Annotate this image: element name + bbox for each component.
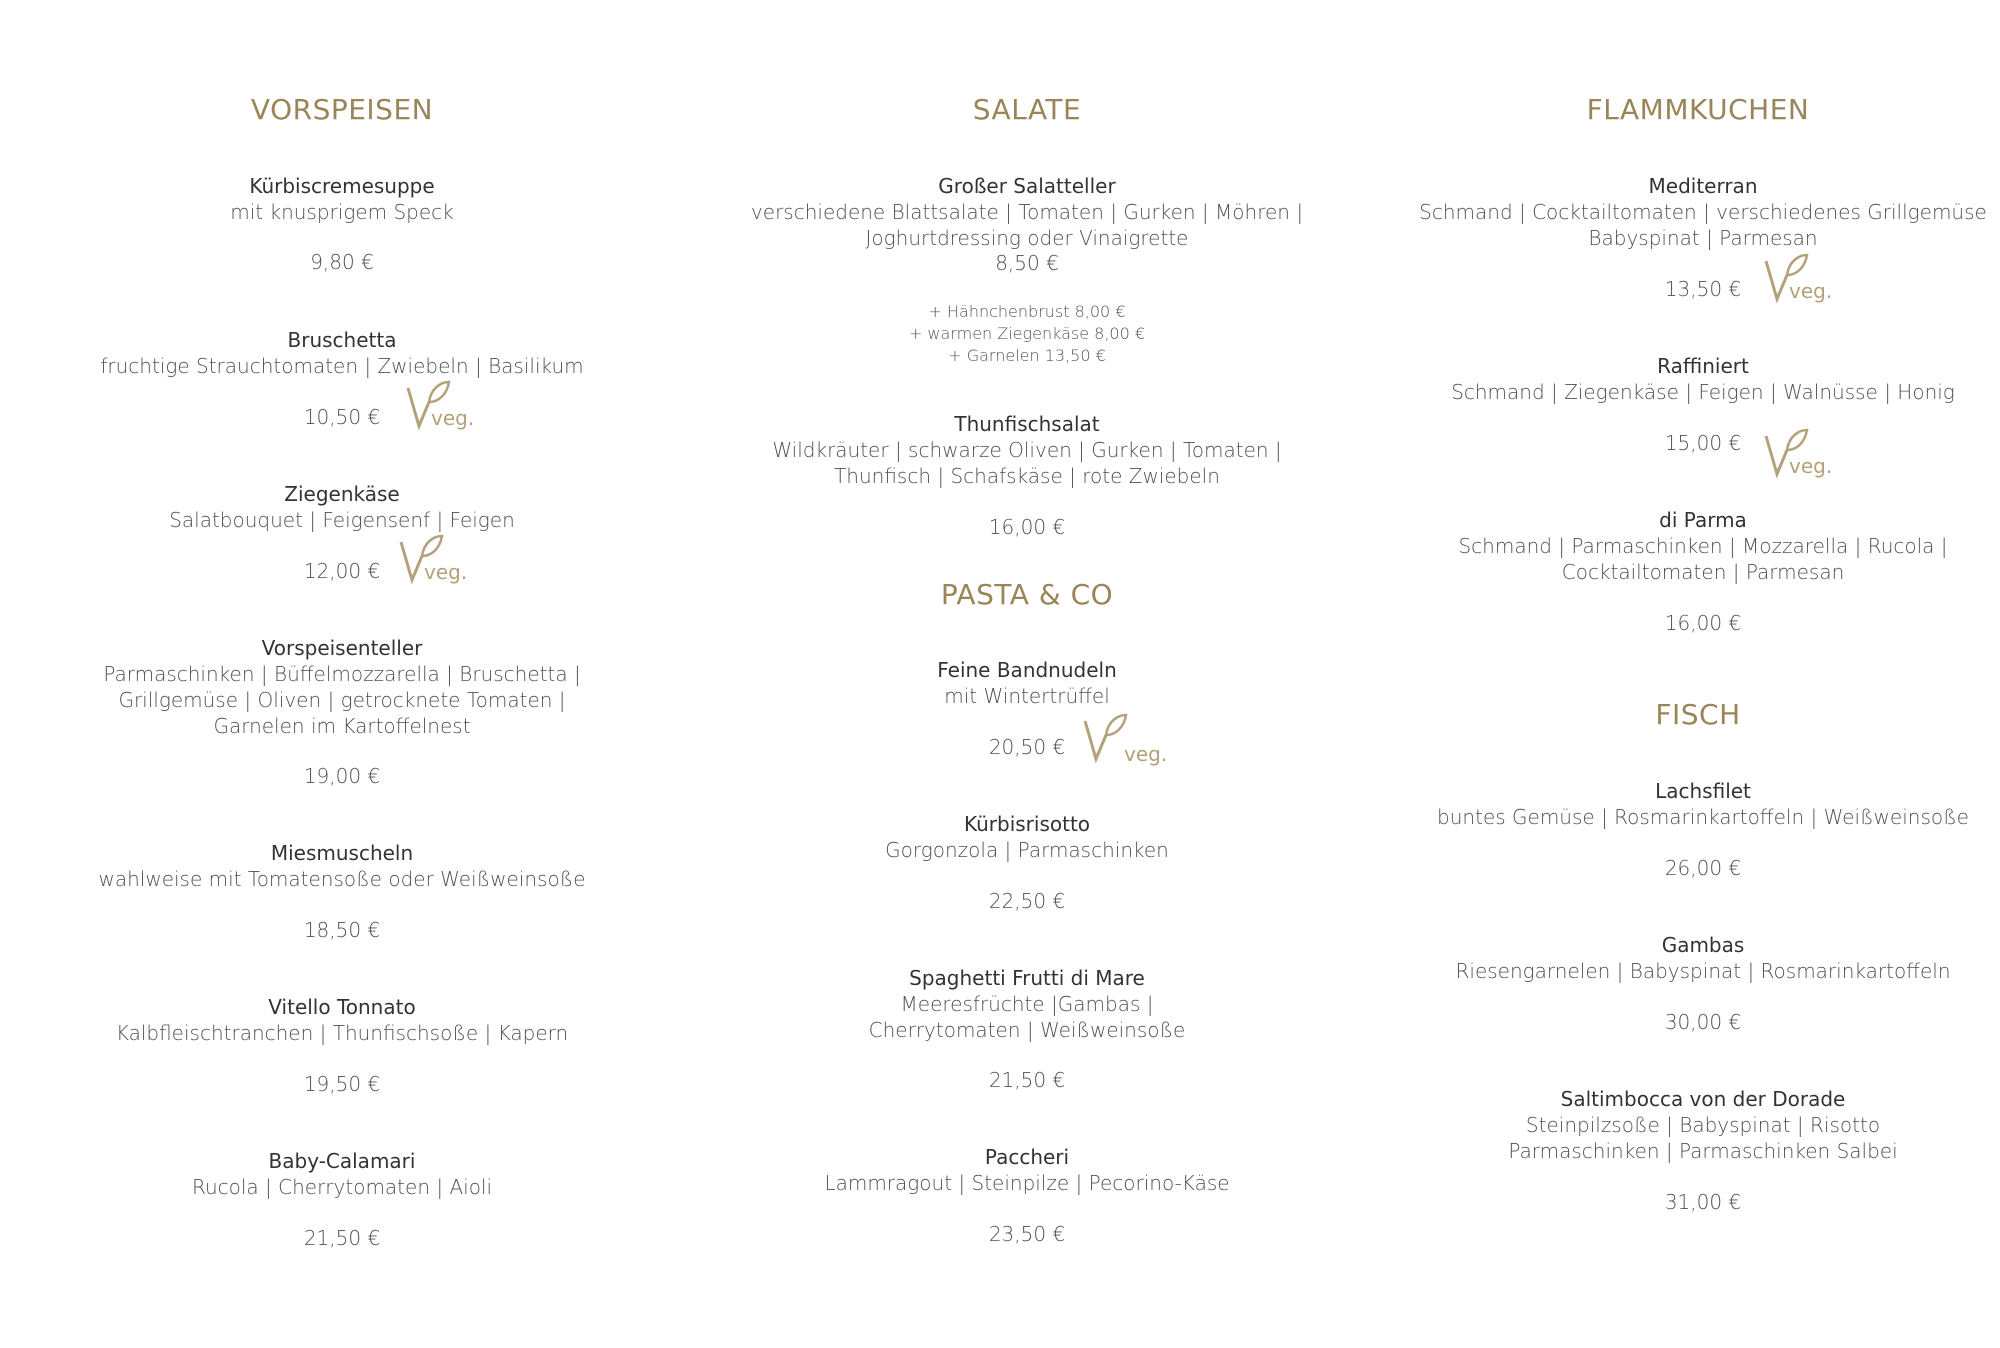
dish-description: mit knusprigem Speck [230, 200, 454, 224]
dish-description: Joghurtdressing oder Vinaigrette [865, 226, 1189, 250]
veg-label: veg. [1789, 279, 1833, 303]
dish-name: Vorspeisenteller [261, 636, 423, 660]
veg-label: veg. [1789, 454, 1833, 478]
dish-price: 21,50 € [303, 1226, 381, 1250]
dish-price: 9,80 € [310, 250, 374, 274]
dish-description: Parmaschinken | Büffelmozzarella | Bruschetta | [103, 662, 581, 686]
dish-description: Schmand | Ziegenkäse | Feigen | Walnüsse | Honig [1451, 380, 1955, 404]
dish-description: Babyspinat | Parmesan [1588, 226, 1818, 250]
extra-option: + Hähnchenbrust 8,00 € [928, 302, 1126, 321]
veg-label: veg. [1124, 742, 1168, 766]
section-heading-vorspeisen: VORSPEISEN [250, 93, 434, 126]
dish-price: 21,50 € [988, 1068, 1066, 1092]
dish-price: 8,50 € [995, 251, 1059, 275]
dish-price: 23,50 € [988, 1222, 1066, 1246]
dish-description: Salatbouquet | Feigensenf | Feigen [169, 508, 515, 532]
dish-description: Wildkräuter | schwarze Oliven | Gurken | Tomaten | [772, 438, 1282, 462]
dish-description: Gorgonzola | Parmaschinken [885, 838, 1169, 862]
dish-name: Spaghetti Frutti di Mare [909, 966, 1145, 990]
dish-description: Grillgemüse | Oliven | getrocknete Tomaten | [118, 688, 566, 712]
dish-price: 13,50 € [1664, 277, 1742, 301]
dish-price: 15,00 € [1664, 431, 1742, 455]
dish-description: Parmaschinken | Parmaschinken Salbei [1508, 1139, 1898, 1163]
dish-name: Kürbiscremesuppe [249, 174, 435, 198]
dish-price: 22,50 € [988, 889, 1066, 913]
extra-option: + warmen Ziegenkäse 8,00 € [908, 324, 1146, 343]
dish-price: 31,00 € [1664, 1190, 1742, 1214]
dish-price: 19,50 € [303, 1072, 381, 1096]
dish-price: 10,50 € [303, 405, 381, 429]
dish-name: Ziegenkäse [284, 482, 400, 506]
dish-name: di Parma [1659, 508, 1747, 532]
section-heading-flammkuchen: FLAMMKUCHEN [1586, 93, 1810, 126]
dish-name: Mediterran [1648, 174, 1758, 198]
vegetarian-badge [1082, 713, 1168, 773]
dish-description: Riesengarnelen | Babyspinat | Rosmarinkartoffeln [1455, 959, 1951, 983]
dish-description: Rucola | Cherrytomaten | Aioli [191, 1175, 493, 1199]
vegetarian-badge [1763, 253, 1843, 313]
veg-label: veg. [431, 406, 475, 430]
dish-description: verschiedene Blattsalate | Tomaten | Gurken | Möhren | [750, 200, 1304, 224]
vegetarian-badge [1763, 428, 1843, 488]
vegetarian-badge [398, 534, 478, 594]
dish-price: 20,50 € [988, 735, 1066, 759]
dish-price: 18,50 € [303, 918, 381, 942]
leaf-v-icon [1082, 713, 1128, 765]
dish-name: Bruschetta [287, 328, 397, 352]
dish-description: wahlweise mit Tomatensoße oder Weißweinsoße [98, 867, 586, 891]
extra-option: + Garnelen 13,50 € [948, 346, 1106, 365]
dish-price: 30,00 € [1664, 1010, 1742, 1034]
dish-description: Schmand | Cocktailtomaten | verschiedenes Grillgemüse [1419, 200, 1987, 224]
section-heading-salate: SALATE [972, 93, 1082, 126]
dish-name: Feine Bandnudeln [937, 658, 1117, 682]
dish-price: 16,00 € [1664, 611, 1742, 635]
dish-description: Meeresfrüchte |Gambas | [900, 992, 1154, 1016]
dish-description: Steinpilzsoße | Babyspinat | Risotto [1525, 1113, 1881, 1137]
dish-name: Lachsfilet [1655, 779, 1751, 803]
dish-name: Gambas [1661, 933, 1745, 957]
dish-description: Lammragout | Steinpilze | Pecorino-Käse [824, 1171, 1230, 1195]
dish-name: Miesmuscheln [270, 841, 414, 865]
dish-description: Garnelen im Kartoffelnest [213, 714, 471, 738]
dish-price: 19,00 € [303, 764, 381, 788]
section-heading-fisch: FISCH [1655, 698, 1741, 731]
section-heading-pasta: PASTA & CO [940, 578, 1114, 611]
dish-name: Großer Salatteller [938, 174, 1116, 198]
dish-name: Kürbisrisotto [963, 812, 1091, 836]
dish-description: Kalbfleischtranchen | Thunfischsoße | Kapern [115, 1021, 569, 1045]
dish-description: Schmand | Parmaschinken | Mozzarella | Rucola | [1458, 534, 1948, 558]
dish-description: mit Wintertrüffel [944, 684, 1110, 708]
dish-name: Raffiniert [1657, 354, 1749, 378]
veg-label: veg. [424, 560, 468, 584]
dish-description: Thunfisch | Schafskäse | rote Zwiebeln [834, 464, 1220, 488]
dish-name: Baby-Calamari [268, 1149, 416, 1173]
dish-name: Vitello Tonnato [268, 995, 416, 1019]
dish-description: fruchtige Strauchtomaten | Zwiebeln | Basilikum [100, 354, 584, 378]
dish-price: 26,00 € [1664, 856, 1742, 880]
dish-name: Thunfischsalat [954, 412, 1100, 436]
dish-price: 12,00 € [303, 559, 381, 583]
dish-name: Paccheri [984, 1145, 1070, 1169]
dish-description: Cocktailtomaten | Parmesan [1561, 560, 1845, 584]
dish-description: buntes Gemüse | Rosmarinkartoffeln | Weißweinsoße [1437, 805, 1969, 829]
dish-name: Saltimbocca von der Dorade [1560, 1087, 1846, 1111]
vegetarian-badge [405, 380, 485, 440]
dish-description: Cherrytomaten | Weißweinsoße [868, 1018, 1186, 1042]
dish-price: 16,00 € [988, 515, 1066, 539]
